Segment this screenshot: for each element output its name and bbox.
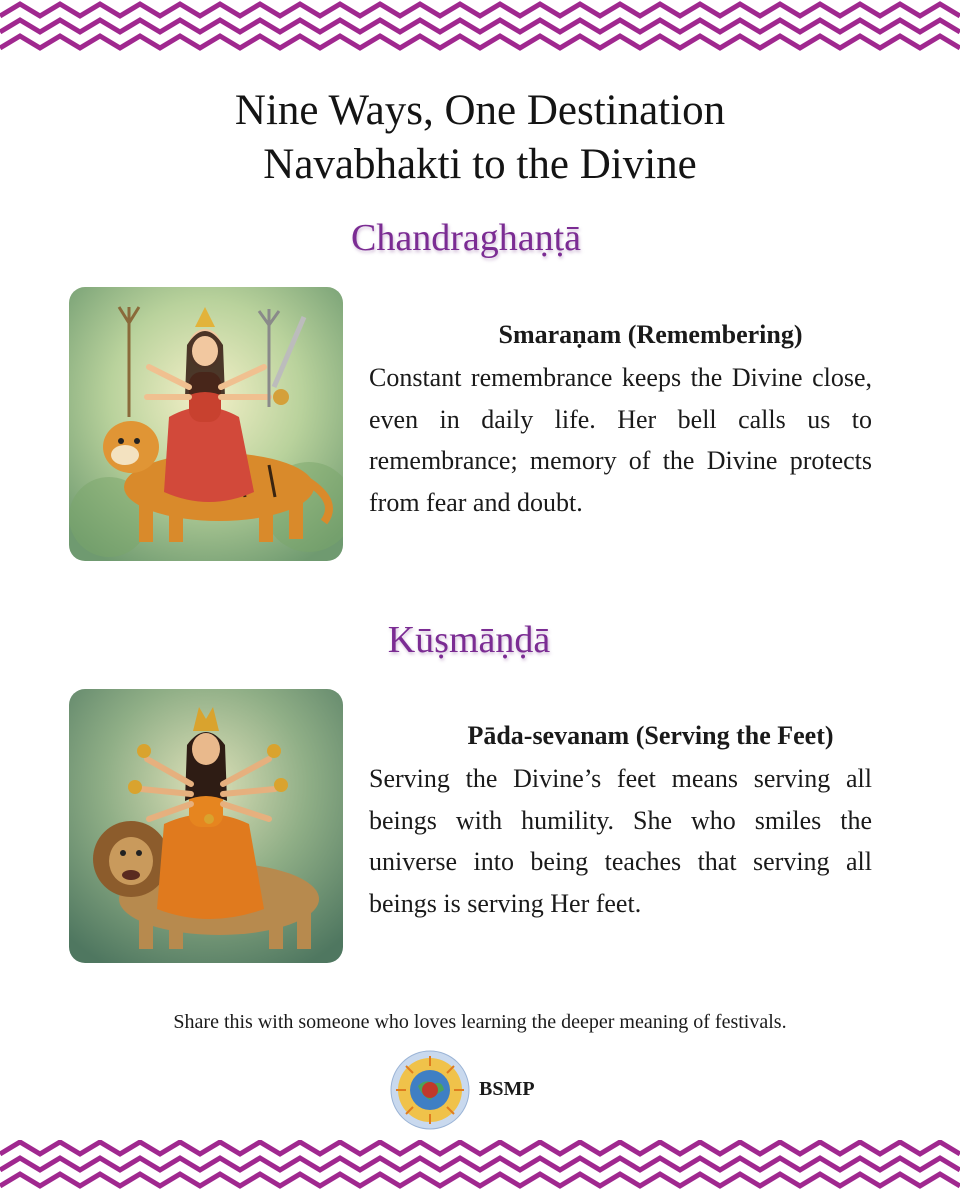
org-name: BSMP <box>479 1078 535 1100</box>
title-line-2: Navabhakti to the Divine <box>263 141 697 188</box>
share-text: Share this with someone who loves learning the deeper meaning of festivals. <box>173 1011 787 1033</box>
goddess-on-tiger-illustration <box>69 287 343 561</box>
goddess-on-lion-illustration <box>69 689 343 963</box>
deity-name-chandraghanta: Chandraghaṇṭā <box>350 217 582 259</box>
smaranam-heading: Smaraṇam (Remembering) <box>498 320 803 349</box>
bsmp-seal-logo <box>390 1050 470 1130</box>
smaranam-card <box>369 317 872 523</box>
pada-sevanam-heading: Pāda-sevanam (Serving the Feet) <box>467 721 834 750</box>
deity-name-kusmanda: Kūṣmāṇḍā <box>387 619 551 661</box>
top-zigzag-border <box>0 0 960 60</box>
bottom-zigzag-border <box>0 1140 960 1200</box>
pada-sevanam-body: Serving the Divine’s feet means serving all beings with humility. She who smiles the universe into being teaches that serving all beings is serving Her feet. <box>369 764 872 918</box>
smaranam-body: Constant remembrance keeps the Divine close, even in daily life. Her bell calls us to remembrance; memory of the Divine protects from fear and doubt. <box>369 363 872 517</box>
pada-sevanam-card <box>369 718 872 924</box>
title-line-1: Nine Ways, One Destination <box>234 87 726 134</box>
page-title <box>0 84 960 192</box>
